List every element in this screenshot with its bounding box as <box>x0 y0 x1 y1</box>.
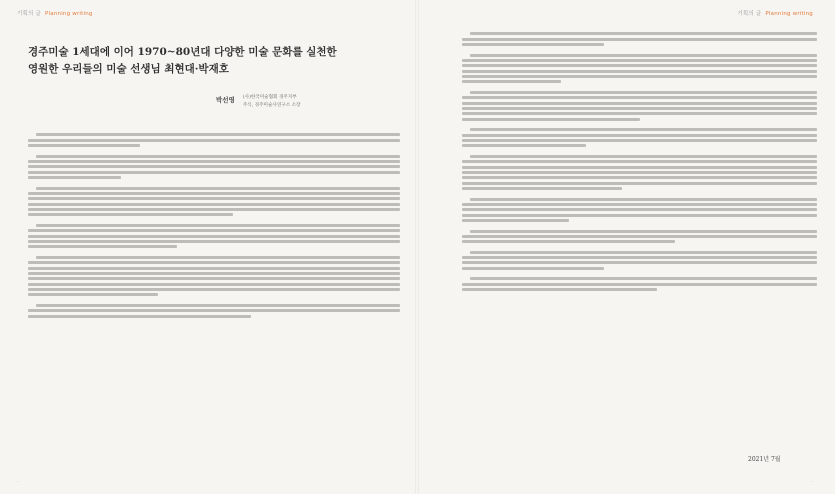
text-line <box>28 229 400 232</box>
text-line <box>28 144 140 147</box>
text-line <box>36 155 400 158</box>
text-line <box>462 219 569 222</box>
right-body-column <box>462 30 817 299</box>
text-line <box>28 267 400 270</box>
body-paragraph <box>462 277 817 291</box>
text-line <box>462 267 604 270</box>
text-line <box>470 91 817 94</box>
text-line <box>462 214 817 217</box>
text-line <box>470 277 817 280</box>
byline <box>216 94 406 110</box>
right-page <box>418 0 835 494</box>
text-line <box>36 224 400 227</box>
text-line <box>470 54 817 57</box>
text-line <box>462 118 640 121</box>
text-line <box>36 304 400 307</box>
running-head-left: 기획의 글 Planning writing <box>17 11 93 17</box>
text-line <box>462 107 817 110</box>
text-line <box>462 203 817 206</box>
text-line <box>470 198 817 201</box>
text-line <box>28 235 400 238</box>
text-line <box>462 59 817 62</box>
text-line <box>462 38 817 41</box>
running-head-right: 기획의 글 Planning writing <box>737 11 813 17</box>
text-line <box>462 208 817 211</box>
text-line <box>462 70 817 73</box>
text-line <box>462 187 622 190</box>
body-paragraph <box>462 128 817 147</box>
text-line <box>28 277 400 280</box>
text-line <box>28 160 400 163</box>
text-line <box>470 251 817 254</box>
text-line <box>462 43 604 46</box>
text-line <box>470 155 817 158</box>
text-line <box>462 176 817 179</box>
text-line <box>28 315 251 318</box>
body-paragraph <box>28 224 400 248</box>
title-line-2: 영원한 우리들의 미술 선생님 최현대·박재호 <box>28 63 229 75</box>
text-line <box>462 256 817 259</box>
article-date: 2021년 7월 <box>748 456 781 463</box>
body-paragraph <box>462 91 817 121</box>
text-line <box>470 230 817 233</box>
text-line <box>28 213 233 216</box>
text-line <box>462 261 817 264</box>
text-line <box>36 133 400 136</box>
article-title <box>28 44 398 78</box>
text-line <box>28 165 400 168</box>
text-line <box>28 171 400 174</box>
body-paragraph <box>28 133 400 147</box>
text-line <box>462 96 817 99</box>
body-paragraph <box>462 198 817 222</box>
text-line <box>462 139 817 142</box>
text-line <box>28 208 400 211</box>
body-paragraph <box>28 187 400 217</box>
body-paragraph <box>462 251 817 270</box>
text-line <box>28 192 400 195</box>
running-head-right-en: Planning writing <box>765 11 813 17</box>
text-line <box>462 283 817 286</box>
author-affiliation: (사)한국미술협회 경주지부 주식, 경주미술사연구소 소장 <box>242 95 301 108</box>
text-line <box>36 187 400 190</box>
text-line <box>28 176 121 179</box>
text-line <box>462 144 586 147</box>
text-line <box>28 240 400 243</box>
text-line <box>28 197 400 200</box>
text-line <box>28 272 400 275</box>
body-paragraph <box>462 155 817 190</box>
title-line-1: 경주미술 1세대에 이어 1970~80년대 다양한 미술 문화를 실천한 <box>28 46 337 58</box>
text-line <box>28 283 400 286</box>
text-line <box>36 256 400 259</box>
body-paragraph <box>462 230 817 244</box>
text-line <box>470 32 817 35</box>
text-line <box>28 203 400 206</box>
body-paragraph <box>28 155 400 179</box>
left-body-column <box>28 131 400 325</box>
text-line <box>462 134 817 137</box>
body-paragraph <box>28 256 400 296</box>
text-line <box>462 75 817 78</box>
text-line <box>28 245 177 248</box>
text-line <box>462 235 817 238</box>
text-line <box>462 64 817 67</box>
text-line <box>28 139 400 142</box>
author-name: 박선영 <box>216 96 235 104</box>
text-line <box>462 160 817 163</box>
folio-left: · <box>17 480 19 485</box>
text-line <box>462 80 561 83</box>
text-line <box>28 261 400 264</box>
left-page <box>0 0 417 494</box>
folio-right: · <box>811 480 813 485</box>
text-line <box>462 240 675 243</box>
text-line <box>462 166 817 169</box>
body-paragraph <box>462 32 817 46</box>
text-line <box>28 288 400 291</box>
text-line <box>28 293 158 296</box>
text-line <box>462 102 817 105</box>
text-line <box>462 182 817 185</box>
text-line <box>462 288 657 291</box>
text-line <box>462 112 817 115</box>
running-head-left-en: Planning writing <box>45 11 93 17</box>
text-line <box>470 128 817 131</box>
text-line <box>28 309 400 312</box>
body-paragraph <box>462 54 817 84</box>
text-line <box>462 171 817 174</box>
body-paragraph <box>28 304 400 318</box>
